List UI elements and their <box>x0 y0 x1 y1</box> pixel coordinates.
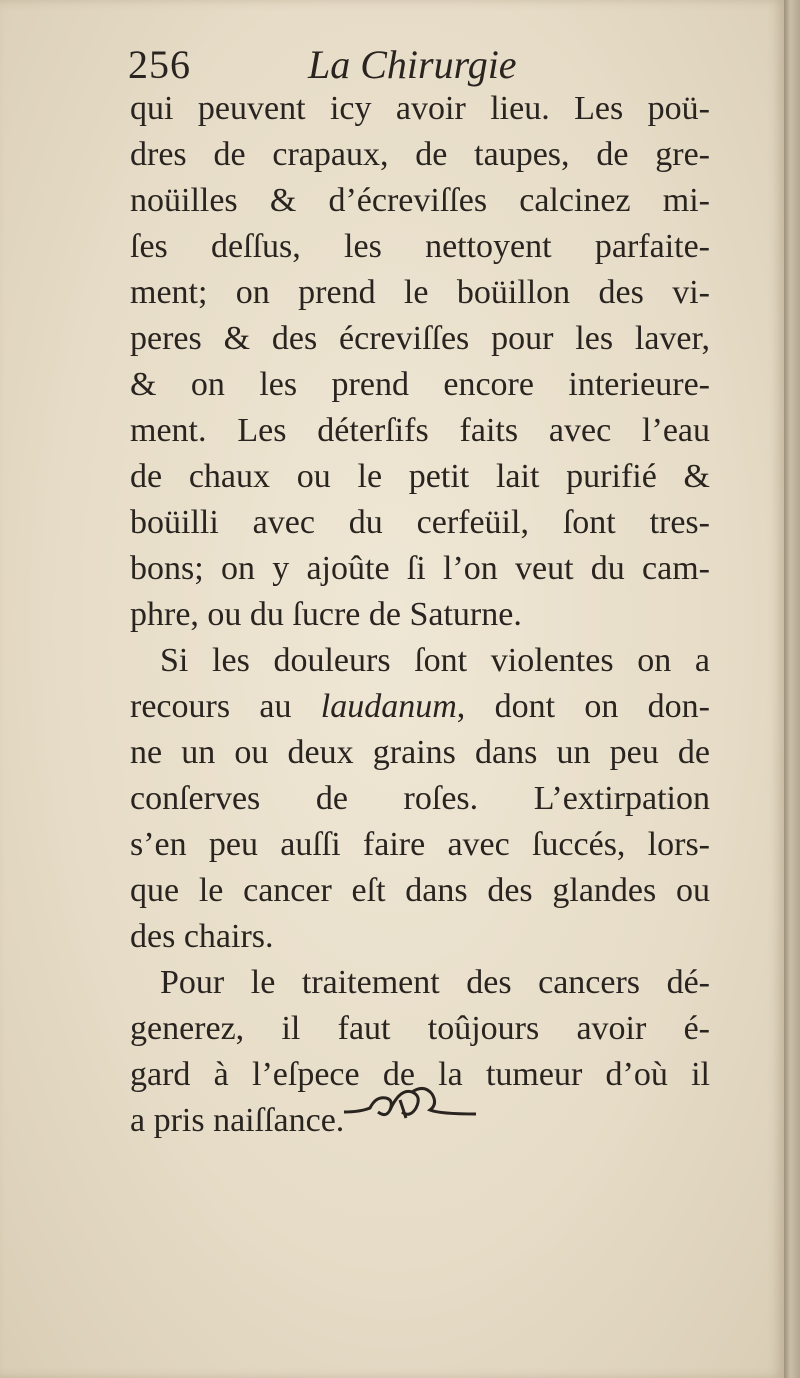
running-title: La Chirurgie <box>308 42 517 87</box>
fleuron-ornament <box>340 1078 480 1128</box>
body-text <box>130 86 710 1144</box>
text-line: & on les prend encore interieure- <box>130 366 710 403</box>
text-line: que le cancer eſt dans des glandes ou <box>130 872 710 909</box>
text-line: conſerves de roſes. L’extirpation <box>130 780 710 817</box>
text-line: boüilli avec du cerfeüil, ſont tres- <box>130 504 710 541</box>
text-line: noüilles & d’écreviſſes calcinez mi- <box>130 182 710 219</box>
text-line: Pour le traitement des cancers dé- <box>160 964 710 1001</box>
text-line: gard à l’eſpece de la tumeur d’où il <box>130 1056 710 1093</box>
page-edge <box>784 0 800 1378</box>
text-line: ne un ou deux grains dans un peu de <box>130 734 710 771</box>
text-line: ment; on prend le boüillon des vi- <box>130 274 710 311</box>
text-line: de chaux ou le petit lait purifié & <box>130 458 710 495</box>
text-line: bons; on y ajoûte ſi l’on veut du cam- <box>130 550 710 587</box>
text-line: ment. Les déterſifs faits avec l’eau <box>130 412 710 449</box>
text-line: a pris naiſſance. <box>130 1102 345 1139</box>
text-line: dres de crapaux, de taupes, de gre- <box>130 136 710 173</box>
text-line: phre, ou du ſucre de Saturne. <box>130 596 522 633</box>
text-line: Si les douleurs ſont violentes on a <box>160 642 710 679</box>
page-number: 256 <box>128 42 191 87</box>
text-line: ſes deſſus, les nettoyent parfaite- <box>130 228 710 265</box>
text-line: recours au laudanum, dont on don- <box>130 688 710 725</box>
text-line: peres & des écreviſſes pour les laver, <box>130 320 710 357</box>
text-line: s’en peu auſſi faire avec ſuccés, lors- <box>130 826 710 863</box>
text-line: qui peuvent icy avoir lieu. Les poü- <box>130 90 710 127</box>
text-line: des chairs. <box>130 918 274 955</box>
text-line: generez, il faut toûjours avoir é- <box>130 1010 710 1047</box>
italic-word: laudanum <box>320 688 457 725</box>
page-header <box>128 40 688 90</box>
